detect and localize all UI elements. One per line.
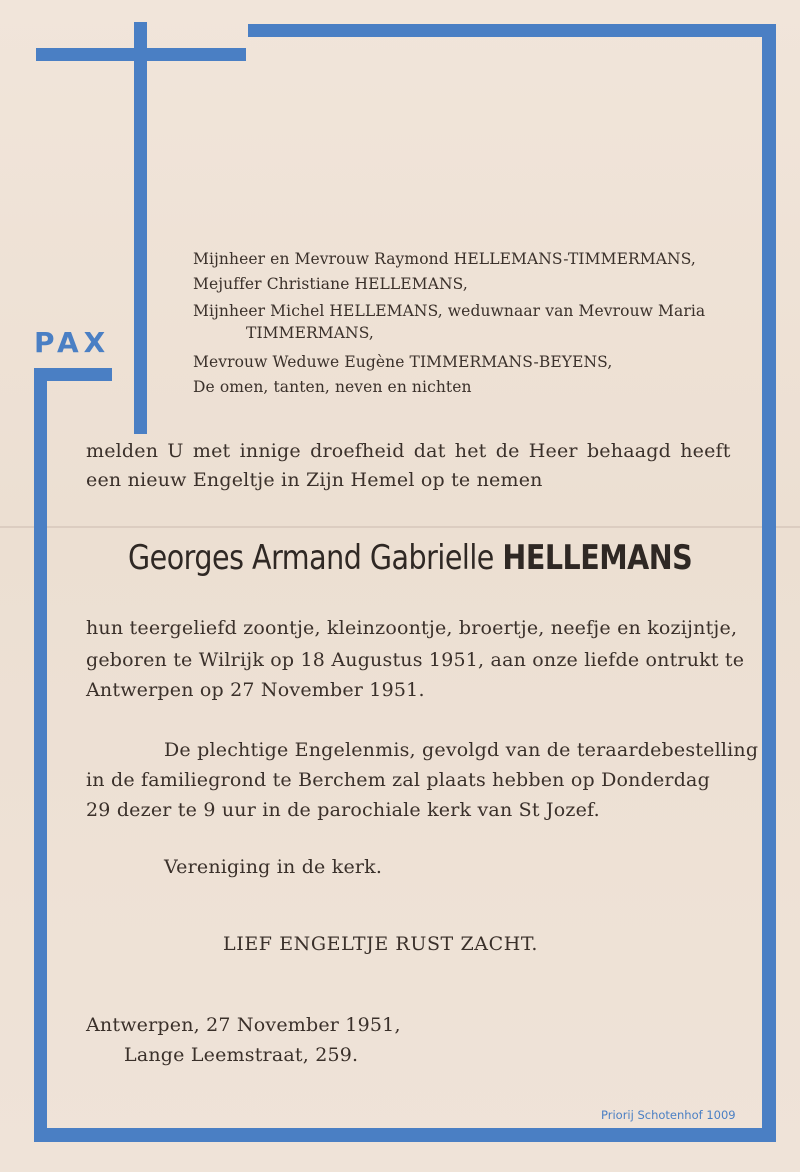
details-line-1: hun teergeliefd zoontje, kleinzoontje, broertje, neefje en kozijntje, [86, 617, 738, 639]
announcement-line-2: een nieuw Engeltje in Zijn Hemel op te nemen [86, 469, 543, 491]
border-right [762, 24, 776, 1142]
farewell-text: LIEF ENGELTJE RUST ZACHT. [223, 933, 539, 955]
details-line-2: geboren te Wilrijk op 18 Augustus 1951, aan onze liefde ontrukt te [86, 649, 745, 671]
family-line-6: De omen, tanten, neven en nichten [193, 378, 472, 396]
family-line-3: Mijnheer Michel HELLEMANS, weduwnaar van Mevrouw Maria [193, 302, 706, 320]
place-date: Antwerpen, 27 November 1951, [86, 1014, 401, 1036]
ceremony-line-2: in de familiegrond te Berchem zal plaats hebben op Donderdag [86, 769, 710, 791]
cross-shaft [134, 22, 147, 434]
deceased-surname: HELLEMANS [502, 538, 693, 578]
border-left [34, 368, 47, 1142]
paper-fold-line [0, 526, 800, 528]
family-line-1: Mijnheer en Mevrouw Raymond HELLEMANS-TIMMERMANS, [193, 250, 696, 268]
printer-mark: Priorij Schotenhof 1009 [601, 1108, 736, 1122]
border-left-cap [34, 368, 112, 381]
ceremony-line-3: 29 dezer te 9 uur in de parochiale kerk van St Jozef. [86, 799, 600, 821]
gathering-text: Vereniging in de kerk. [164, 856, 383, 878]
border-top [248, 24, 776, 37]
family-line-2: Mejuffer Christiane HELLEMANS, [193, 275, 468, 293]
border-bottom [34, 1128, 776, 1142]
ceremony-line-1: De plechtige Engelenmis, gevolgd van de teraardebestelling [164, 739, 759, 761]
address: Lange Leemstraat, 259. [124, 1044, 359, 1066]
details-line-3: Antwerpen op 27 November 1951. [86, 679, 425, 701]
deceased-given-names: Georges Armand Gabrielle [128, 538, 494, 578]
announcement-line-1: melden U met innige droefheid dat het de Heer behaagd heeft [86, 440, 731, 462]
deceased-name [128, 538, 692, 578]
family-line-5: Mevrouw Weduwe Eugène TIMMERMANS-BEYENS, [193, 353, 613, 371]
family-line-4: TIMMERMANS, [246, 324, 374, 342]
pax-emblem: PAX [34, 326, 111, 359]
